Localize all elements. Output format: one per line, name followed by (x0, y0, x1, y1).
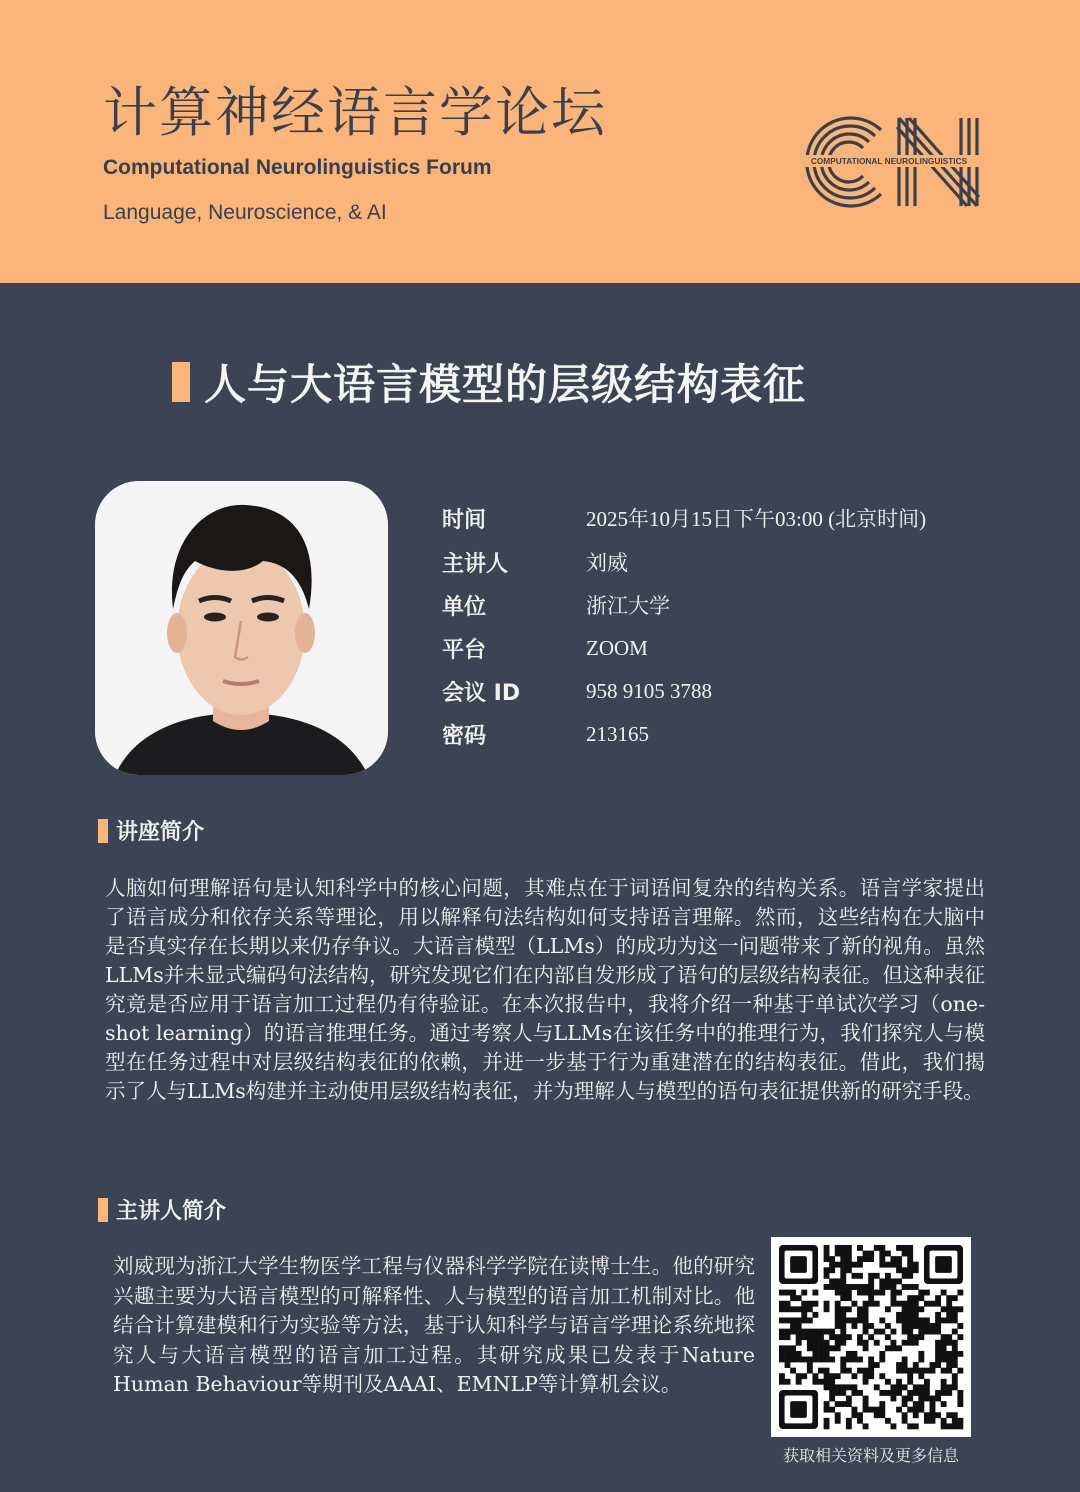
info-value: 浙江大学 (586, 594, 670, 618)
talk-title-text: 人与大语言模型的层级结构表征 (204, 360, 807, 409)
qr-caption: 获取相关资料及更多信息 (782, 1446, 959, 1465)
info-label: 会议 ID (442, 680, 521, 706)
talk-title (172, 352, 806, 412)
forum-tagline: Language, Neuroscience, & AI (103, 201, 387, 224)
info-value: 958 9105 3788 (586, 678, 712, 703)
info-label: 时间 (442, 507, 487, 533)
forum-title-en: Computational Neurolinguistics Forum (103, 156, 492, 179)
cn-logo-icon (789, 110, 989, 214)
speaker-bio: 刘威现为浙江大学生物医学工程与仪器科学学院在读博士生。他的研究兴趣主要为大语言模型的可解释性、人与模型的语言加工机制对比。他结合计算建模和行为实验等方法，基于认知科学与语言学理论系统地探究人与大语言模型的语言加工过程。其研究成果已发表于Nature Human Behaviour等期刊及AAAI、EMNLP等计算机会议。 (113, 1254, 755, 1396)
header-band (0, 0, 1080, 283)
accent-bar (172, 362, 190, 402)
info-value: ZOOM (586, 635, 648, 660)
info-label: 平台 (442, 637, 487, 663)
info-label: 主讲人 (442, 551, 509, 577)
speaker-portrait-icon (95, 481, 388, 775)
section-heading-bio (98, 1194, 226, 1225)
section-heading-text: 讲座简介 (116, 820, 205, 845)
section-heading-intro (98, 815, 204, 846)
qr-code-icon[interactable] (771, 1237, 971, 1437)
svg-text:COMPUTATIONAL NEUROLINGUISTICS: COMPUTATIONAL NEUROLINGUISTICS (810, 156, 968, 166)
speaker-portrait (95, 481, 388, 775)
section-heading-text: 主讲人简介 (116, 1199, 227, 1224)
info-label: 单位 (442, 594, 487, 620)
info-value: 213165 (586, 721, 649, 746)
accent-bar (98, 1198, 108, 1222)
qr-code-graphic (771, 1237, 971, 1437)
info-value: 2025年10月15日下午03:00 (北京时间) (586, 507, 927, 531)
forum-title-zh: 计算神经语言学论坛 (103, 81, 607, 144)
info-label: 密码 (442, 723, 487, 749)
accent-bar (98, 819, 108, 843)
lecture-abstract: 人脑如何理解语句是认知科学中的核心问题，其难点在于词语间复杂的结构关系。语言学家提出了语言成分和依存关系等理论，用以解释句法结构如何支持语言理解。然而，这些结构在大脑中是否真实存在长期以来仍存争议。大语言模型（LLMs）的成功为这一问题带来了新的视角。虽然LLMs并未显式编码句法结构，研究发现它们在内部自发形成了语句的层级结构表征。但这种表征究竟是否应用于语言加工过程仍有待验证。在本次报告中，我将介绍一种基于单试次学习（one-shot learning）的语言推理任务。通过考察人与LLMs在该任务中的推理行为，我们探究人与模型在任务过程中对层级结构表征的依赖，并进一步基于行为重建潜在的结构表征。借此，我们揭示了人与LLMs构建并主动使用层级结构表征，并为理解人与模型的语句表征提供新的研究手段。 (105, 876, 985, 1103)
info-value: 刘威 (586, 551, 628, 575)
